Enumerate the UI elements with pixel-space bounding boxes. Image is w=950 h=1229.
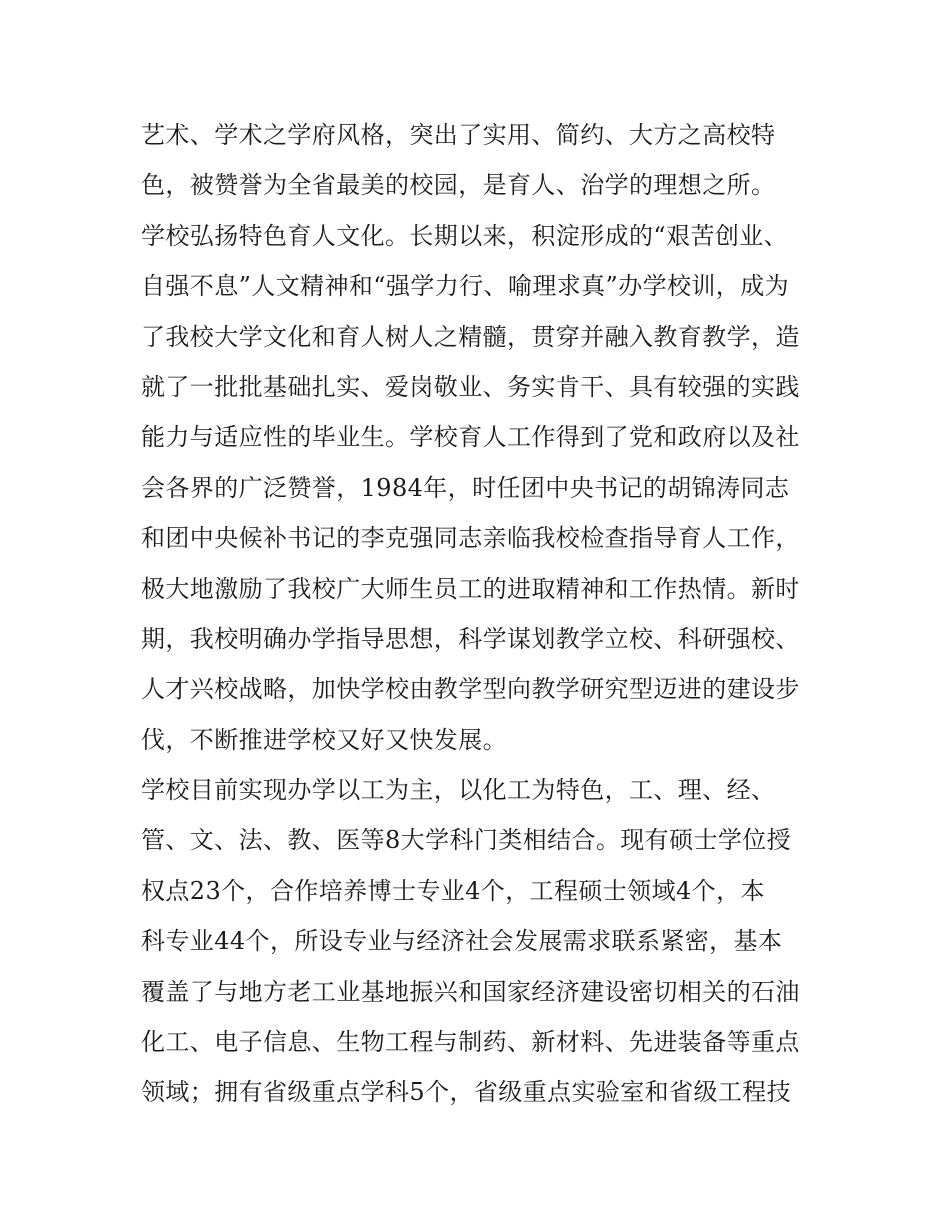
text-line: 艺术、学术之学府风格，突出了实用、简约、大方之高校特 bbox=[141, 121, 776, 149]
body-text bbox=[141, 110, 831, 1118]
text-line: 学校弘扬特色育人文化。长期以来，积淀形成的“艰苦创业、 bbox=[141, 221, 789, 250]
text-line: 化工、电子信息、生物工程与制药、新材料、先进装备等重点 bbox=[141, 1028, 800, 1057]
text-line: 就了一批批基础扎实、爱岗敬业、务实肯干、具有较强的实践 bbox=[141, 372, 800, 401]
text-line: 极大地激励了我校广大师生员工的进取精神和工作热情。新时 bbox=[141, 574, 800, 603]
text-line: 色，被赞誉为全省最美的校园，是育人、治学的理想之所。 bbox=[141, 171, 776, 200]
text-line: 伐，不断推进学校又好又快发展。 bbox=[141, 725, 507, 754]
text-line: 覆盖了与地方老工业基地振兴和国家经济建设密切相关的石油 bbox=[141, 977, 800, 1006]
text-line: 领域；拥有省级重点学科5个，省级重点实验室和省级工程技 bbox=[141, 1078, 792, 1107]
text-line: 自强不息”人文精神和“强学力行、喻理求真”办学校训，成为 bbox=[141, 272, 790, 301]
text-line: 科专业44个，所设专业与经济社会发展需求联系紧密，基本 bbox=[141, 927, 783, 956]
text-line: 能力与适应性的毕业生。学校育人工作得到了党和政府以及社 bbox=[141, 423, 800, 452]
text-line: 了我校大学文化和育人树人之精髓，贯穿并融入教育教学，造 bbox=[141, 322, 800, 351]
text-line: 和团中央候补书记的李克强同志亲临我校检查指导育人工作， bbox=[141, 524, 800, 553]
text-line: 管、文、法、教、医等8大学科门类相结合。现有硕士学位授 bbox=[141, 826, 792, 855]
text-line: 学校目前实现办学以工为主，以化工为特色，工、理、经、 bbox=[141, 776, 776, 805]
text-line: 期，我校明确办学指导思想，科学谋划教学立校、科研强校、 bbox=[141, 624, 800, 653]
text-line: 权点23个，合作培养博士专业4个，工程硕士领域4个，本 bbox=[141, 876, 765, 905]
text-line: 人才兴校战略，加快学校由教学型向教学研究型迈进的建设步 bbox=[141, 675, 800, 704]
text-line: 会各界的广泛赞誉，1984年，时任团中央书记的胡锦涛同志 bbox=[141, 473, 790, 502]
